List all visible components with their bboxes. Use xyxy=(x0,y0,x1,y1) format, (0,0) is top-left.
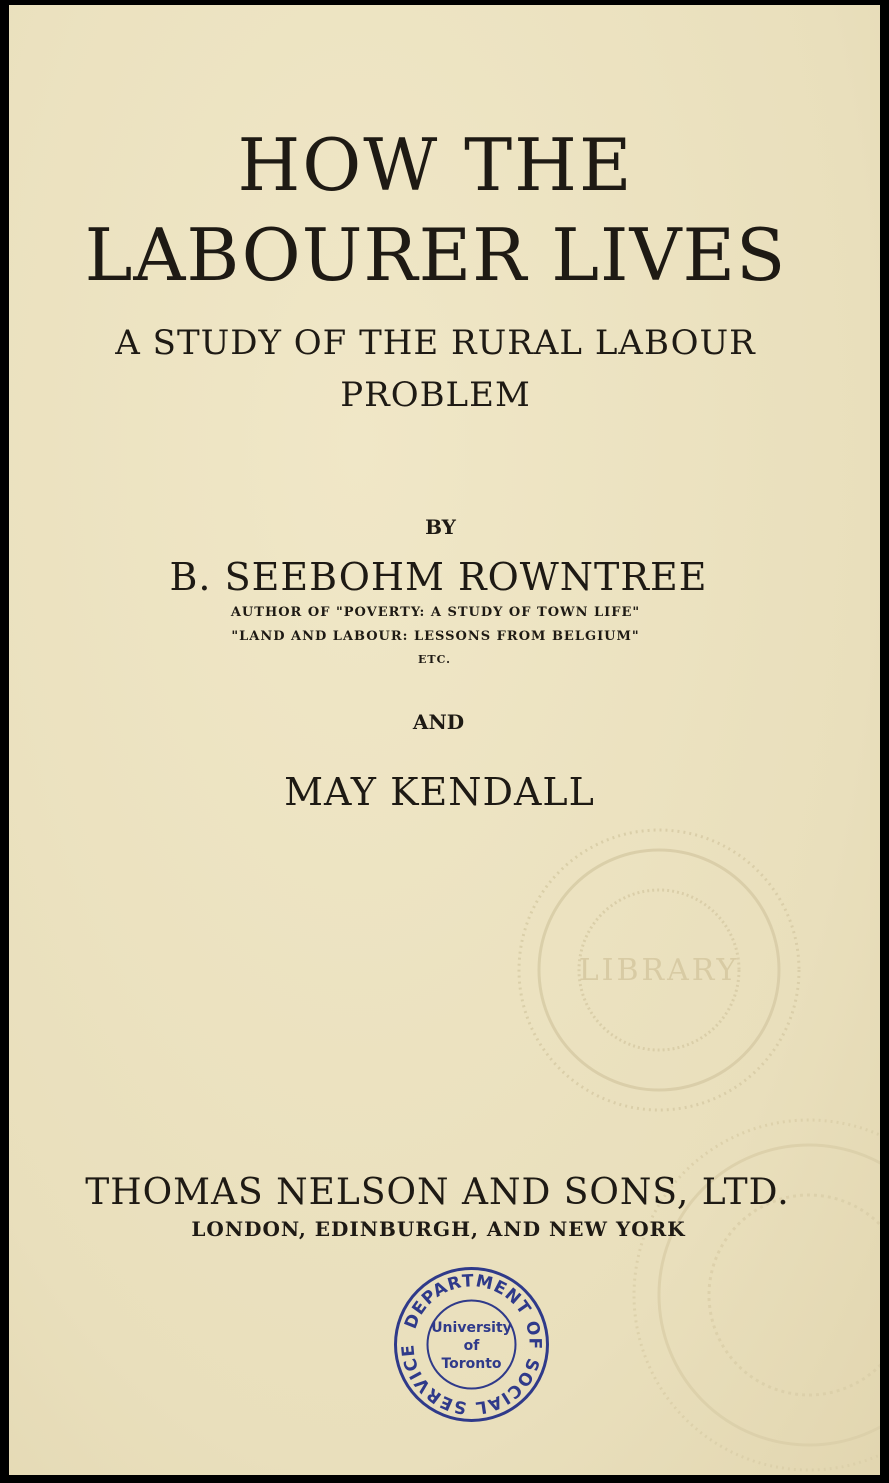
author-note-line-2: "LAND AND LABOUR: LESSONS FROM BELGIUM" xyxy=(231,629,640,644)
svg-text:LIBRARY: LIBRARY xyxy=(578,953,740,988)
embossed-partial-seal xyxy=(609,1115,880,1475)
publisher-name: THOMAS NELSON AND SONS, LTD. xyxy=(85,1172,790,1213)
author-note-line-1: AUTHOR OF "POVERTY: A STUDY OF TOWN LIFE" xyxy=(230,605,641,620)
stamp-center-line-2: of xyxy=(463,1338,480,1354)
publisher-cities: LONDON, EDINBURGH, AND NEW YORK xyxy=(191,1217,686,1241)
embossed-library-seal xyxy=(509,820,809,1120)
book-subtitle-line-1: A STUDY OF THE RURAL LABOUR xyxy=(115,323,756,363)
by-label: BY xyxy=(425,515,456,539)
stamp-center-line-3: Toronto xyxy=(441,1356,502,1372)
and-label: AND xyxy=(412,710,465,734)
book-subtitle-line-2: PROBLEM xyxy=(340,375,531,415)
title-page xyxy=(9,5,880,1475)
book-title-line-1: HOW THE xyxy=(237,123,634,207)
stamp-center-line-1: University xyxy=(431,1320,512,1336)
author-note-line-3: ETC. xyxy=(418,653,451,666)
library-stamp xyxy=(389,1262,554,1427)
book-title-line-2: LABOURER LIVES xyxy=(84,213,787,297)
stamp-ring-text: DEPARTMENT OF SOCIAL SERVICE xyxy=(398,1271,545,1418)
author-name-2: MAY KENDALL xyxy=(284,770,595,814)
author-name-1: B. SEEBOHM ROWNTREE xyxy=(169,555,708,599)
